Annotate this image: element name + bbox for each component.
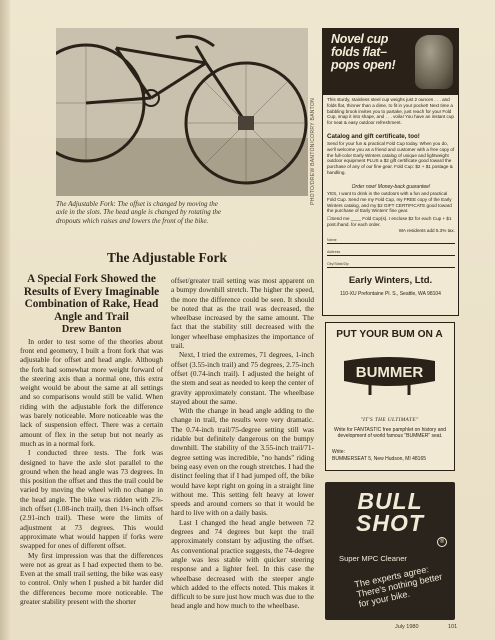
paragraph: My first impression was that the differences were not as great as I had expected them to be. Even at the small trail setting, the bike was easy to control. Only when I pushed a bit harder did the differences become more noticeable. The greater stability present with the shorter: [20, 550, 163, 606]
bull-shot-ad[interactable]: [325, 482, 455, 620]
bummer-address: BUMMERSEAT 5, New Hudson, MI 48165: [332, 456, 427, 462]
bummer-headline: PUT YOUR BUM ON A: [336, 329, 443, 340]
bull-shot-slogan: The experts agree: There's nothing better for your bike.: [353, 564, 444, 610]
bummer-tagline: "IT'S THE ULTIMATE": [360, 417, 419, 423]
fold-cup-headline: Novel cup folds flat– pops open!: [331, 32, 396, 72]
bull-shot-product: Super MPC Cleaner: [339, 554, 407, 563]
article-column-2: [171, 276, 314, 611]
article-byline: Drew Banton: [61, 324, 122, 336]
cup-photo: [415, 35, 453, 89]
article-title: The Adjustable Fork: [106, 250, 228, 265]
bicycle-fork-photo: [56, 28, 308, 196]
paragraph: In order to test some of the theories about front end geometry, I built a front fork that was adjustable for offset and head angle. Although the fork had somewhat more weight forward of the steering axis than a normal one, this extra weight would be about the same at all settings and so comparisons would still be valid. When riding with the adjustable fork the difference was barely noticeable. More noticeable was the lack of suspension effect. There was a certain amount of flex in the setup but not nearly as much as in a normal fork.: [20, 336, 163, 448]
name-field[interactable]: Name: [327, 237, 455, 244]
paragraph: I conducted three tests. The fork was designed to have the axle slot parallel to the ground when the head angle was 73 degrees. In this position the offset and thus the trail could be varied by moving the wheel with no change in the head angle. The bike was ridden with 2⅞-inch offset (1.08-inch trail), then 1⅛-inch offset (2.91-inch trail). These were the limits of adjustment at 73 degrees. This would approximate what would happen if forks were swapped for ones of different offset.: [20, 448, 163, 551]
bull-shot-brand: BULL SHOT: [356, 488, 424, 536]
order-line: Order now! Money-back guarantee!: [351, 184, 431, 190]
catalog-text: Send for your fun & practical Fold Cup today. When you do, we'll welcome you as a friend and customer with a free copy of the full-color Early Winters catalog of unique and lightweight outdoor equipment PLUS a $2 gift certificate good toward the purchase of any of our fine gear. Fold Cup: $2 + $1 postage & handling.: [327, 141, 455, 175]
registered-mark-icon: ®: [437, 537, 447, 547]
fold-cup-ad[interactable]: [322, 28, 459, 316]
catalog-heading: Catalog and gift certificate, too!: [327, 133, 420, 140]
issue-date: July 1980: [395, 624, 419, 630]
address-field[interactable]: Address: [327, 249, 455, 256]
early-winters-brand: Early Winters, Ltd.: [348, 275, 433, 286]
bummer-seat-logo-icon: [340, 355, 439, 395]
photo-caption: The Adjustable Fork: The offset is changed by moving the axle in the slots. The head angle is changed by rotating the dropouts which raises and lowers the front of the bike.: [56, 200, 221, 225]
paragraph: Last I changed the head angle between 72 degrees and 74 degrees but kept the trail approximately constant by adjusting the offset. As conventional practice suggests, the 74-degree angle was less stable with quicker steering response and a lighter feel. In this case the wheelbase decreased with the steeper angle which added to the effects noted. This makes it difficult to be sure just how much was due to the head angle and how much to the wheelbase.: [171, 517, 314, 611]
paragraph: With the change in head angle adding to the change in trail, the results were very dramatic. The 0.74-inch trail/75-degree setting still was ridable but definitely dangerous on the bumpy downhill. The stability of the 3.55-inch trail/71-degree setting was incredible, "no hands" riding being easy even on the rough stretches. I had the distinct feeling that if I had jumped off, the bike would have kept right on going in a straight line without me. This setting felt heavy at lower speeds and around corners so that it would be hard to live with on a daily basis.: [171, 406, 314, 518]
bummer-ad[interactable]: [325, 322, 455, 471]
fold-cup-body: This sturdy, stainless steel cup weighs just 2 ounces . . . and folds flat, thinner than a dime, to fit in your pocket! Next time a babbling brook invites you to partake, just reach for your Fold Cup, snap it into shape, and . . . voila! You have an instant cup for neat & easy outdoor refreshment.: [327, 97, 454, 126]
city-field[interactable]: City/State/Zip: [327, 261, 455, 268]
page-number: 101: [448, 624, 458, 630]
paragraph: Next, I tried the extremes, 71 degrees, 1-inch offset (3.55-inch trail) and 75 degrees, 2.75-inch offset (0.74-inch trail). I adjusted the height of the stem and seat as needed to keep the center of gravity approximately constant. The wheelbase stayed about the same.: [171, 350, 314, 406]
early-winters-address: 110-XU Prefontaine Pl. S., Seattle, WA 98104: [340, 291, 441, 297]
page-gutter: [0, 0, 10, 640]
article-column-1: [20, 273, 163, 606]
bummer-logo-text: BUMMER: [355, 364, 424, 381]
photo-credit: PHOTO/DREW BANTON/CORRY BANTON: [310, 98, 316, 205]
coupon-send[interactable]: ☐Send me ____ Fold Cup(s). I enclose $2 for each Cup + $1 post./hand. for each order.: [327, 216, 452, 227]
bummer-write: Write:: [332, 449, 345, 455]
bicycle-illustration: [56, 28, 308, 196]
coupon-text: YES, I want to drink in the outdoors with a fun and practical Fold Cup. Send me my Fold Cup, my FREE copy of the Early Winters catalog, and my $2 GIFT CERTIFICATE good toward the purchase of Early Winters' fine gear.: [327, 191, 452, 214]
bummer-body: Write for FANTASTIC free pamphlet on history and development of world famous "BUMMER" seat.: [333, 427, 447, 439]
coupon-tax: WA residents add 5.3% tax.: [398, 228, 455, 233]
paragraph: offset/greater trail setting was most apparent on a bumpy downhill stretch. The higher the speed, the more the difference could be seen. It should be noted that as the trail was decreased, the wheelbase increased by the same amount. The fact that the stability still decreased with the longer wheelbase emphasizes the importance of trail.: [171, 276, 314, 351]
article: [18, 18, 316, 622]
fold-cup-ad-header: [323, 29, 458, 95]
article-subhead: A Special Fork Showed the Results of Every Imaginable Combination of Rake, Head Angle and Trail: [23, 273, 160, 323]
